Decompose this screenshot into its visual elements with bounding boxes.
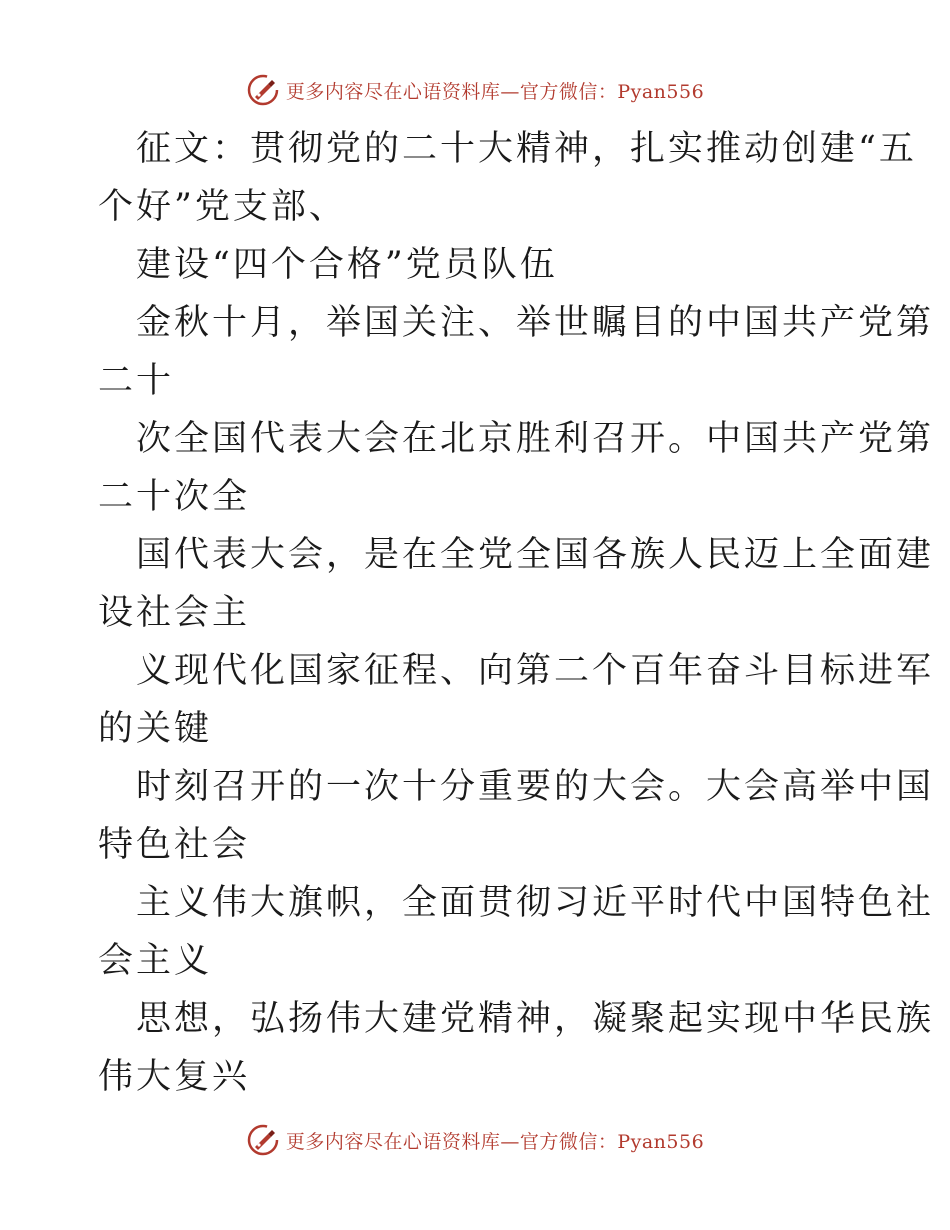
text-line: 二十次全 xyxy=(98,477,251,517)
header-banner xyxy=(0,70,950,110)
footer-banner xyxy=(0,1120,950,1160)
pen-nib-logo-icon xyxy=(246,73,280,107)
text-line: 二十 xyxy=(98,361,175,401)
text-line: 时刻召开的一次十分重要的大会。大会高举中国 xyxy=(136,767,935,807)
text-line: 的关键 xyxy=(98,709,213,749)
header-banner-text: 更多内容尽在心语资料库—官方微信：Pyan556 xyxy=(285,80,705,103)
text-line: 会主义 xyxy=(98,941,213,981)
text-line: 征文：贯彻党的二十大精神，扎实推动创建“五 xyxy=(136,129,917,169)
text-line: 主义伟大旗帜，全面贯彻习近平时代中国特色社 xyxy=(136,883,935,923)
text-line: 特色社会 xyxy=(98,825,251,865)
text-line: 国代表大会，是在全党全国各族人民迈上全面建 xyxy=(136,535,935,575)
footer-banner-text: 更多内容尽在心语资料库—官方微信：Pyan556 xyxy=(285,1130,705,1153)
text-line: 个好”党支部、 xyxy=(98,187,347,227)
text-line: 设社会主 xyxy=(98,593,251,633)
text-line: 义现代化国家征程、向第二个百年奋斗目标进军 xyxy=(136,651,935,691)
pen-nib-logo-icon xyxy=(246,1123,280,1157)
document-body xyxy=(98,120,935,1106)
text-line: 思想，弘扬伟大建党精神，凝聚起实现中华民族 xyxy=(136,999,935,1039)
text-line: 金秋十月，举国关注、举世瞩目的中国共产党第 xyxy=(136,303,935,343)
text-line: 次全国代表大会在北京胜利召开。中国共产党第 xyxy=(136,419,935,459)
text-line: 伟大复兴 xyxy=(98,1057,251,1097)
text-line: 建设“四个合格”党员队伍 xyxy=(136,245,558,285)
